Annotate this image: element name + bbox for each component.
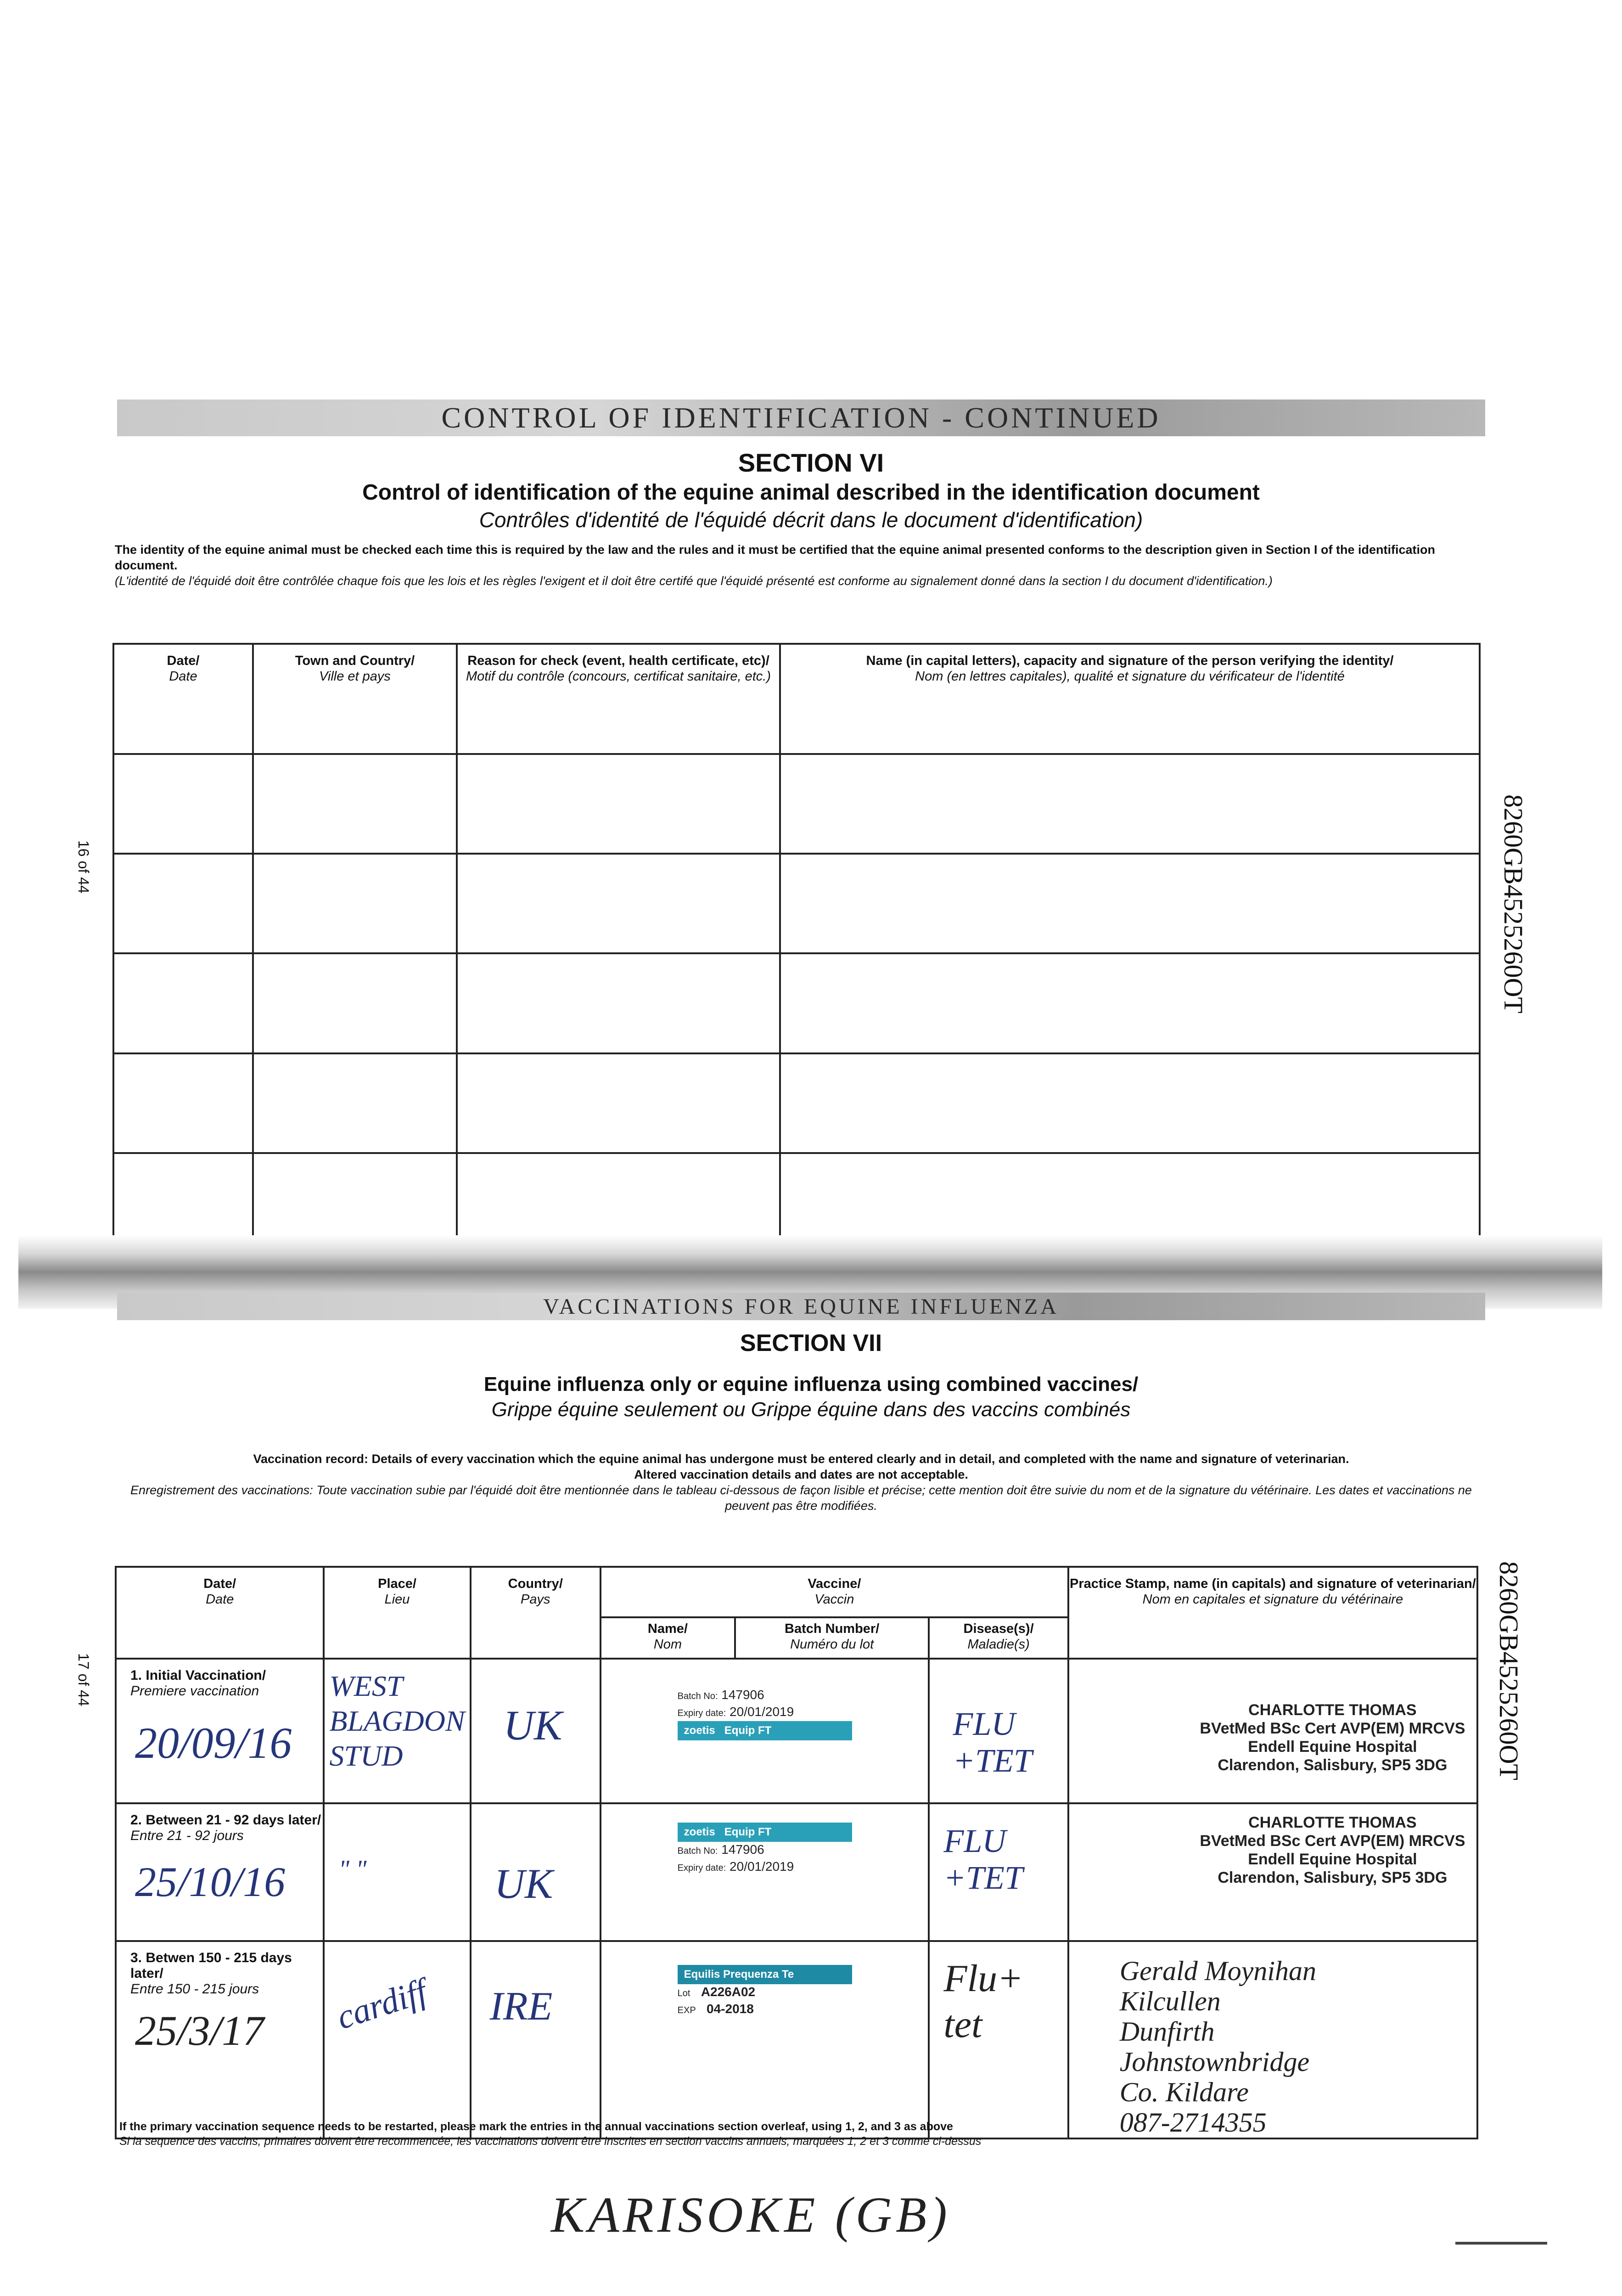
section7-document-id: 8260GB4525260OT (1494, 1561, 1524, 1780)
section6-page-number: 16 of 44 (75, 840, 92, 894)
row3-vaccine-label: Equilis Prequenza Te Lot A226A02 EXP 04-2018 (678, 1965, 852, 2018)
row2-disease: FLU +TET (943, 1823, 1023, 1896)
col-town-header: Town and Country/ Ville et pays (253, 644, 457, 754)
row3-batch-number: A226A02 (701, 1985, 756, 1999)
row1-date: 20/09/16 (135, 1718, 292, 1767)
row3-stamp-cell (1068, 1941, 1477, 2138)
row1-place-cell (324, 1659, 470, 1803)
section7-subtitle-en: Equine influenza only or equine influenza using combined vaccines/ (483, 1373, 1139, 1396)
row2-date: 25/10/16 (135, 1858, 286, 1905)
col-country-header: Country/ Pays (471, 1567, 601, 1659)
footnote-fr: Si la sequence des vaccins, primaires doivent être recommencée, les vaccinations doivent être inscrites en section vaccins annuels, marquées 1, 2 et 3 comme ci-dessus (119, 2135, 982, 2148)
row2-place-cell (324, 1803, 470, 1941)
row2-batch-number: 147906 (721, 1842, 764, 1857)
row1-batch-number: 147906 (721, 1688, 764, 1702)
section6-banner-text: CONTROL OF IDENTIFICATION - CONTINUED (441, 401, 1161, 434)
row3-expiry: 04-2018 (707, 2002, 754, 2016)
row2-stamp-cell (1068, 1803, 1477, 1941)
row2-disease-cell (929, 1803, 1068, 1941)
row2-vaccine-cell (601, 1803, 929, 1941)
footnote-en: If the primary vaccination sequence needs to be restarted, please mark the entries in the annual vaccinations section overleaf, using 1, 2, and 3 as above (119, 2120, 953, 2133)
row1-disease: FLU +TET (953, 1705, 1033, 1779)
row1-place: WEST BLAGDON STUD (329, 1670, 465, 1772)
row2-brand-bar: zoetis Equip FT (678, 1823, 852, 1842)
row3-country-cell (471, 1941, 601, 2138)
section7-footnote (119, 2119, 1083, 2149)
section6-intro-en: The identity of the equine animal must be checked each time this is required by the law and the rules and it must be certified that the equine animal presented conforms to the description given in Section I of the identification document. (115, 543, 1436, 572)
section6-intro (115, 542, 1483, 589)
row1-disease-cell (929, 1659, 1068, 1803)
section6-document-id: 8260GB4525260OT (1499, 794, 1528, 1013)
row2-vet-stamp: CHARLOTTE THOMAS BVetMed BSc Cert AVP(EM) MRCVS Endell Equine Hospital Clarendon, Salisbury, SP5 3DG (1200, 1814, 1465, 1886)
table-row (116, 1803, 1477, 1941)
row2-country: UK (494, 1860, 553, 1907)
vaccination-table (115, 1566, 1478, 2139)
row1-country-cell (471, 1659, 601, 1803)
row3-place-cell (324, 1941, 470, 2138)
scan-mark-line (1455, 2241, 1547, 2245)
col-vaccine-header: Vaccine/ Vaccin (601, 1567, 1068, 1617)
section7-banner (117, 1293, 1485, 1320)
row1-stamp-cell (1068, 1659, 1477, 1803)
row2-country-cell (471, 1803, 601, 1941)
col-reason-header: Reason for check (event, health certificate, etc)/ Motif du contrôle (concours, certificat sanitaire, etc.) (457, 644, 780, 754)
row3-date: 25/3/17 (135, 2007, 264, 2054)
row2-place: " " (338, 1855, 367, 1884)
row2-date-cell: 2. Between 21 - 92 days later/ Entre 21 - 92 jours 25/10/16 (116, 1803, 324, 1941)
row1-vaccine-cell (601, 1659, 929, 1803)
col-verifier-header: Name (in capital letters), capacity and signature of the person verifying the identity/ Nom (en lettres capitales), qualité et signature du vérificateur de l'identité (780, 644, 1480, 754)
row1-expiry: 20/01/2019 (730, 1705, 794, 1719)
section7-title: SECTION VII (740, 1330, 882, 1356)
section7-page-number: 17 of 44 (75, 1653, 92, 1706)
col-date-header: Date/ Date (113, 644, 253, 754)
row3-disease-cell (929, 1941, 1068, 2138)
table-row (113, 854, 1480, 953)
table-row (113, 1053, 1480, 1153)
row1-country: UK (503, 1702, 562, 1749)
row3-date-cell: 3. Betwen 150 - 215 days later/ Entre 150 - 215 jours 25/3/17 (116, 1941, 324, 2138)
section7-intro (124, 1451, 1478, 1514)
col-name-header: Name/ Nom (601, 1617, 735, 1659)
table-row (116, 1659, 1477, 1803)
section6-intro-fr: (L'identité de l'équidé doit être contrôlée chaque fois que les lois et les règles l'exigent et il doit être certifé que l'équidé présenté est conforme au signalement donné dans la section I du document d'identification.) (115, 574, 1273, 588)
row3-vet-stamp: Gerald Moynihan Kilcullen Dunfirth Johnstownbridge Co. Kildare 087-2714355 (1119, 1956, 1317, 2138)
section6-subtitle-fr: Contrôles d'identité de l'équidé décrit dans le document d'identification) (479, 508, 1143, 532)
table-row (113, 953, 1480, 1053)
table-row (113, 754, 1480, 854)
row1-vet-stamp: CHARLOTTE THOMAS BVetMed BSc Cert AVP(EM) MRCVS Endell Equine Hospital Clarendon, Salisbury, SP5 3DG (1200, 1701, 1465, 1774)
section6-banner (117, 400, 1485, 436)
row3-product: Equilis Prequenza Te (678, 1965, 852, 1984)
section7-banner-text: VACCINATIONS FOR EQUINE INFLUENZA (543, 1294, 1059, 1319)
section7-subtitle-fr: Grippe équine seulement ou Grippe équine dans des vaccins combinés (491, 1398, 1131, 1421)
row2-vaccine-label: zoetis Equip FT Batch No: 147906 Expiry date: 20/01/2019 (678, 1823, 852, 1876)
col-stamp-header: Practice Stamp, name (in capitals) and signature of veterinarian/ Nom en capitales et signature du vétérinaire (1068, 1567, 1477, 1659)
section7-intro-fr: Enregistrement des vaccinations: Toute vaccination subie par l'équidé doit être mentionnée dans le tableau ci-dessous de façon lisible et précise; cette mention doit être suivie du nom et de la signature du vétérinaire. Les dates et vaccinations ne peuvent pas être modifiées. (130, 1483, 1472, 1513)
col-date-header: Date/ Date (116, 1567, 324, 1659)
row1-brand-bar: zoetis Equip FT (678, 1721, 852, 1740)
section7-intro-en: Vaccination record: Details of every vaccination which the equine animal has undergone must be entered clearly and in detail, and completed with the name and signature of veterinarian. (253, 1452, 1349, 1466)
col-disease-header: Disease(s)/ Maladie(s) (929, 1617, 1068, 1659)
row3-country: IRE (489, 1984, 553, 2029)
row1-vaccine-label: Batch No: 147906 Expiry date: 20/01/2019 zoetis Equip FT (678, 1687, 852, 1740)
horse-name: KARISOKE (GB) (551, 2187, 951, 2243)
section6-title: SECTION VI (738, 448, 884, 477)
row2-expiry: 20/01/2019 (730, 1859, 794, 1874)
row3-vaccine-cell (601, 1941, 929, 2138)
row3-place: cardiff (332, 1971, 432, 2037)
section7-intro-en2: Altered vaccination details and dates are not acceptable. (634, 1468, 968, 1481)
row1-date-cell: 1. Initial Vaccination/ Premiere vaccination 20/09/16 (116, 1659, 324, 1803)
row3-disease: Flu+ tet (943, 1957, 1023, 2046)
section6-table (112, 643, 1481, 1254)
col-place-header: Place/ Lieu (324, 1567, 470, 1659)
table-row (116, 1941, 1477, 2138)
col-batch-header: Batch Number/ Numéro du lot (735, 1617, 929, 1659)
section6-subtitle-en: Control of identification of the equine animal described in the identification document (362, 480, 1260, 505)
